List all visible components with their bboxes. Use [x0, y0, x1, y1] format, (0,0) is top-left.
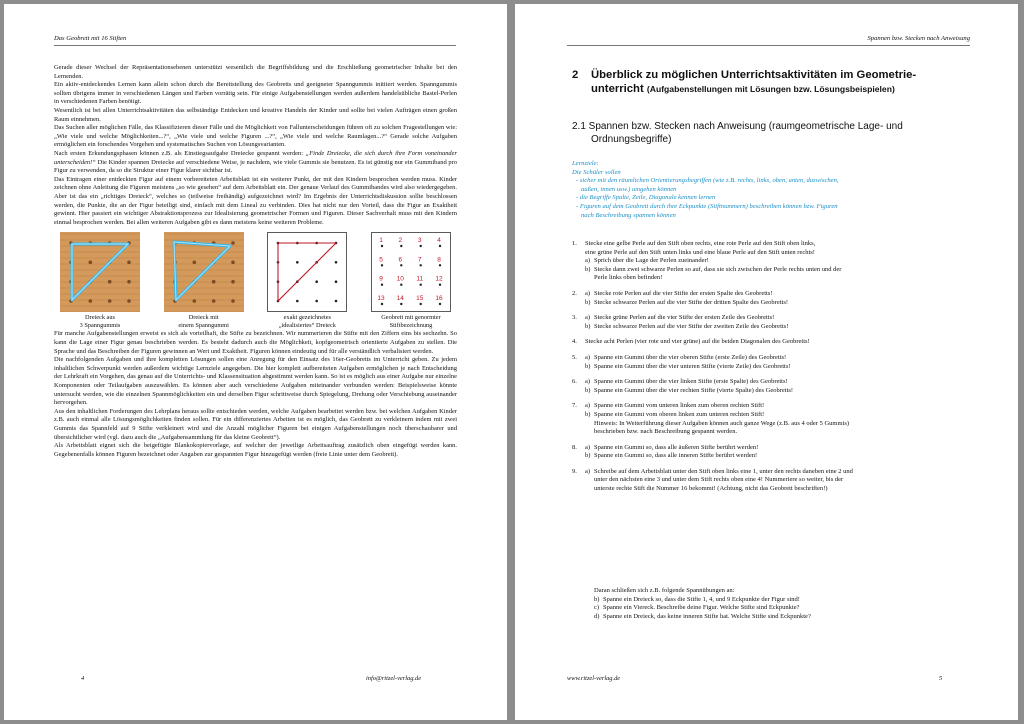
- goal-item: - die Begriffe Spalte, Zeile, Diagonale kennen lernen: [576, 194, 716, 202]
- subtask-text: Spanne ein Gummi vom unteren linken zum oberen rechten Stift!: [594, 402, 765, 410]
- peg: [381, 245, 383, 247]
- subtask-text: Stecke grüne Perlen auf die vier Stifte der ersten Zeile des Geobretts!: [594, 314, 775, 322]
- task-number: 8.: [572, 443, 577, 451]
- followup-block: [594, 587, 989, 621]
- subtask-text: Schreibe auf dem Arbeitsblatt unter den Stift oben links eine 1, unter den rechts daneben eine 2 und: [594, 467, 853, 475]
- followup-item: [594, 604, 989, 613]
- peg-number: 2: [398, 237, 403, 245]
- figure-caption: Dreieck aus: [85, 314, 115, 322]
- peg-number: 7: [417, 256, 422, 264]
- task-number: 1.: [572, 240, 577, 247]
- subtask: [585, 290, 987, 299]
- figure-caption: einem Spanngummi: [178, 321, 229, 329]
- peg: [419, 264, 421, 266]
- peg: [212, 280, 216, 284]
- subtask-text: beschrieben bzw. nach Beschreibung gespannt werden.: [594, 428, 738, 436]
- goals-list: [572, 177, 992, 220]
- paragraph: Wesentlich ist bei allen Unterrichtsaktivitäten das selbständige Entdecken und kreative Handeln der Kinder und sollte bei vielen Aufträgen einen großen Raum einnehmen.: [54, 106, 457, 123]
- task-number: 4.: [572, 338, 577, 346]
- peg: [316, 300, 319, 303]
- header-rule: [54, 45, 456, 46]
- peg: [296, 261, 299, 264]
- peg: [231, 241, 235, 245]
- peg-number: 14: [396, 295, 404, 303]
- subtask: [585, 402, 987, 411]
- peg: [192, 299, 196, 303]
- subtask: [585, 387, 987, 396]
- task-item: [572, 354, 987, 371]
- paragraph-worksheet: Das Eintragen einer entdeckten Figur auf einem vorbereiteten Arbeitsblatt ist ein weiterer Punkt, der mit den Kindern besprochen werden muss. Kinder zeichnen ohne Anleitung die Figuren meistens „so wie gesehen“ auf dem Arbeitsblatt ein. Der genaue Verlauf des Gummibandes wird also wiedergegeben. Aber ist das ein „richtiges Dreieck“, welches so (teilweise freihändig) aufgezeichnet wird? Im Ergebnis der Unterrichtsdiskussion sollte beschlossen werden, die Punkte, die an der Figur beteiligt sind, einfach mit dem Lineal zu verbinden. Dies hat nicht nur den Vorteil, dass die Figur an Exaktheit gewinnt. Hier passiert ein wichtiger Abstraktionsprozess zur Idealisierung geometrischer Formen und Figuren. Dieser Sachverhalt muss mit den Kindern einmal besprochen werden. Bei allen weiteren Aufgaben gibt es dann meistens keine weiteren Probleme.: [54, 175, 457, 226]
- page-number: 4: [81, 675, 85, 682]
- subtask-text: Spanne ein Gummi über die vier unteren Stifte (vierte Zeile) des Geobretts!: [594, 362, 791, 370]
- peg-number: 13: [377, 295, 385, 303]
- peg: [127, 299, 131, 303]
- paragraph: Gerade dieser Wechsel der Repräsentationsebenen unterstützt wesentlich die Begriffsbildung und die Erschließung geometrischer Inhalte bei den Lernenden.: [54, 64, 457, 80]
- figure-idealized-triangle: [261, 232, 353, 329]
- task-text: eine grüne Perle auf den Stift unten links und eine blaue Perle auf den Stift unten rechts!: [585, 248, 815, 256]
- peg: [316, 281, 319, 284]
- peg-number: 9: [379, 275, 383, 283]
- subtask-letter: a): [585, 378, 591, 386]
- goals-title: Lernziele:: [572, 160, 599, 167]
- subtask-letter: a): [585, 314, 591, 322]
- followup-list: [594, 596, 989, 622]
- peg: [335, 300, 338, 303]
- subtask-letter: a): [585, 257, 591, 265]
- subtask-text: Stecke schwarze Perlen auf die vier Stifte der zweiten Zeile des Geobretts!: [594, 322, 789, 330]
- left-body: [54, 64, 457, 459]
- task-number: 7.: [572, 402, 577, 410]
- footer-email: info@ritzel-verlag.de: [366, 675, 422, 682]
- subtask-text: Perle links oben befinden!: [594, 274, 663, 282]
- section-heading: [572, 120, 992, 146]
- task-number: 9.: [572, 467, 577, 475]
- peg: [89, 299, 93, 303]
- peg-number: 16: [435, 295, 443, 303]
- task-item: [572, 290, 987, 307]
- paragraph: Aus den inhaltlichen Forderungen des Lehrplans heraus sollte entschieden werden, welche Aufgaben bearbeitet werden bzw. bei welchen Aufgaben Kinder z.B. auch einmal alle Lösungsmöglichkeiten finden sollen. Für ein differenziertes Arbeiten ist es möglich, das Geobrett zu verkleinern indem mit zwei Gummis das Spannfeld auf 9 Stifte verkleinert wird und die Anzahl möglicher Figuren bei einigen Aufgabenstellungen noch überschaubarer und übersichtlicher wird (vgl. dazu auch die „Aufgabensammlung für das kleine Geobrett“).: [54, 407, 457, 441]
- subtask-text: unterste rechte Stift die Nummer 16 bekommt! (Achtung, nicht das Geobrett beschriften!): [594, 485, 828, 493]
- task-item: [572, 468, 987, 494]
- footer-website: www.ritzel-verlag.de: [567, 675, 621, 682]
- subtask-letter: b): [585, 362, 591, 370]
- subtask: [585, 452, 987, 461]
- peg: [127, 261, 131, 265]
- followup-letter: d): [594, 612, 600, 620]
- task-number: 2.: [572, 289, 577, 297]
- goals-intro: Die Schüler sollen: [572, 168, 621, 176]
- subtask-letter: b): [585, 452, 591, 460]
- subtask: [585, 266, 987, 283]
- subtask-text: Spanne ein Gummi so, dass alle äußeren Stifte berührt werden!: [594, 443, 759, 451]
- figure-row: [54, 232, 457, 329]
- subtask-text: Spanne ein Gummi über die vier linken Stifte (erste Spalte) des Geobretts!: [594, 378, 788, 386]
- subtask-text: Stecke schwarze Perlen auf die vier Stifte der dritten Spalte des Geobretts!: [594, 298, 789, 306]
- peg: [439, 303, 441, 305]
- intro-paragraphs: [54, 64, 457, 150]
- subtask-text: Stecke rote Perlen auf die vier Stifte der ersten Spalte des Geobretts!: [594, 289, 773, 297]
- followup-text: Spanne ein Dreieck so, dass die Stifte 1, 4, und 9 Eckpunkte der Figur sind!: [603, 595, 800, 603]
- task-text: Stecke acht Perlen (vier rote und vier grüne) auf die beiden Diagonalen des Geobretts!: [585, 338, 810, 346]
- goal-item: - Figuren auf dem Geobrett durch ihre Eckpunkte (Stiftnummern) beschreiben können bzw. Figuren: [576, 202, 838, 210]
- followup-text: Spanne ein Viereck. Beschreibe deine Figur. Welche Stifte sind Eckpunkte?: [603, 604, 800, 612]
- followup-text: Spanne ein Dreieck, das keine inneren Stifte hat. Welche Stifte sind Eckpunkte?: [603, 612, 811, 620]
- subtask: [585, 411, 987, 437]
- peg: [439, 245, 441, 247]
- figure-caption: Dreieck mit: [188, 314, 219, 322]
- peg: [296, 300, 299, 303]
- paragraph: Ein aktiv-entdeckendes Lernen kann allein schon durch die Bereitstellung des Geobretts und geeigneter Spanngummis initiiert werden. Spanngummis sollten übrigens immer in verschiedenen Längen und Farben vorrätig sein. Für einige Aufgabenstellungen werden außerdem handelsübliche Bastel-Perlen in verschiedenen Farben benötigt.: [54, 81, 457, 106]
- peg: [381, 284, 383, 286]
- figure-caption: Geobrett mit genormter: [381, 314, 441, 322]
- peg-number: 12: [435, 275, 443, 283]
- peg-number: 15: [416, 295, 424, 303]
- subtask-letter: b): [585, 410, 591, 418]
- paragraph: Für manche Aufgabenstellungen erweist es sich als vorteilhaft, die Stifte zu bezeichnen. Wir nummerieren die Stifte mit den Ziffern eins bis sechzehn. So kann die Lage einer Figur genau beschrieben werden. Es besteht dadurch auch die Möglichkeit, kopfgeometrisch orientierte Aufgaben zu stellen. Die Sprache und das Beschreiben der Figuren gewinnen an Wert und Exaktheit. Figuren können eindeutig und für alle verständlich verbalisiert werden.: [54, 330, 457, 355]
- task-item: [572, 338, 987, 347]
- subtask-text: Spanne ein Gummi so, dass alle inneren Stifte berührt werden!: [594, 452, 758, 460]
- peg: [231, 261, 235, 265]
- subtask-letter: a): [585, 443, 591, 451]
- subtask: [585, 299, 987, 308]
- geoboard-photo-2: [164, 232, 244, 312]
- peg: [89, 261, 93, 265]
- subtask-text: Spanne ein Gummi über die vier rechten Stifte (vierte Spalte) des Geobretts!: [594, 386, 794, 394]
- chapter-title-line: Überblick zu möglichen Unterrichtsaktivitäten im Geometrie-: [591, 69, 917, 81]
- subtask: [585, 444, 987, 453]
- peg-number: 10: [396, 275, 404, 283]
- goal-item: nach Beschreibung spannen können: [581, 211, 676, 219]
- peg: [381, 303, 383, 305]
- peg: [419, 284, 421, 286]
- subtask: [585, 468, 987, 494]
- figure-triangle-three-bands: [54, 232, 146, 329]
- subtask: [585, 378, 987, 387]
- peg: [439, 284, 441, 286]
- task-item: [572, 378, 987, 395]
- peg: [400, 264, 402, 266]
- task-item: [572, 402, 987, 436]
- subtask-letter: a): [585, 467, 591, 475]
- peg: [419, 303, 421, 305]
- geoboard-drawing: [267, 232, 347, 312]
- followup-letter: c): [594, 604, 600, 612]
- peg-number: 8: [437, 256, 441, 264]
- subtask-letter: a): [585, 289, 591, 297]
- task-number: 6.: [572, 378, 577, 386]
- subtask: [585, 354, 987, 363]
- followup-item: [594, 596, 989, 605]
- subtask-text: unter den nächsten eine 3 und unter dem Stift rechts oben eine 4! Nummeriere so weiter, bis der: [594, 476, 844, 484]
- left-page: [4, 4, 507, 720]
- peg-number: 3: [417, 237, 422, 245]
- subtask-text: Spanne ein Gummi vom oberen linken zum unteren rechten Stift!: [594, 410, 765, 418]
- peg-number: 6: [398, 256, 403, 264]
- subtask-letter: b): [585, 322, 591, 330]
- subtask-letter: a): [585, 353, 591, 361]
- subtask-letter: a): [585, 402, 591, 410]
- running-head: Spannen bzw. Stecken nach Anweisung: [867, 35, 970, 42]
- subtask-text: Stecke dann zwei schwarze Perlen so auf, dass sie sich zwischen der Perle rechts unten und der: [594, 265, 842, 273]
- paragraph: Als Arbeitsblatt eignet sich die beigefügte Blankokopiervorlage, auf welcher der jeweilige Arbeitsauftrag zusätzlich oben eingefügt werden kann. Gegebenenfalls können Figuren bezeichnet oder Angaben zur gespannten Figur hinzugefügt werden (freie Linie unter dem Geobrett).: [54, 442, 457, 458]
- task-number: 5.: [572, 353, 577, 361]
- page-number: 5: [939, 675, 943, 682]
- peg: [108, 280, 112, 284]
- subtask-letter: b): [585, 386, 591, 394]
- geoboard-photo-1: [60, 232, 140, 312]
- peg: [400, 303, 402, 305]
- running-head: Das Geobrett mit 16 Stiften: [54, 35, 127, 42]
- peg: [419, 245, 421, 247]
- chapter-number: 2: [572, 69, 579, 81]
- task-item: [572, 314, 987, 331]
- chapter-subtitle: (Aufgabenstellungen mit Lösungen bzw. Lösungsbeispielen): [646, 84, 895, 94]
- followup-letter: b): [594, 595, 600, 603]
- followup-intro: Daran schließen sich z.B. folgende Spannübungen an:: [594, 587, 735, 594]
- peg: [400, 284, 402, 286]
- goal-item: außen, innen usw.) umgehen können: [581, 185, 677, 193]
- peg: [108, 299, 112, 303]
- task-item: [572, 240, 987, 283]
- peg-number: 11: [416, 275, 424, 283]
- peg: [439, 264, 441, 266]
- subtask: [585, 323, 987, 332]
- peg: [127, 280, 131, 284]
- peg: [231, 299, 235, 303]
- task-list: [572, 240, 987, 494]
- section-title-line: Ordnungsbegriffe): [591, 134, 672, 145]
- peg: [381, 264, 383, 266]
- figure-numbered-geoboard: [365, 232, 457, 329]
- peg-number: 4: [437, 237, 441, 245]
- goal-item: - sicher mit den räumlichen Orientierungsbegriffen (wie z.B. rechts, links, oben, unten, dazwischen,: [576, 177, 839, 185]
- peg: [231, 280, 235, 284]
- peg: [192, 261, 196, 265]
- header-rule: [567, 45, 970, 46]
- closing-paragraphs: [54, 330, 457, 459]
- subtask-letter: b): [585, 298, 591, 306]
- subtask-text: Hinweis: In Weiterführung dieser Aufgaben können auch ganze Wege (z.B. aus 4 oder 5 Gummis): [594, 419, 850, 427]
- paragraph-find-triangles: Nach ersten Erkundungsphasen können z.B. als Einstiegsaufgabe Dreiecke gespannt werden: „Finde Dreiecke, die sich durch ihre Form voneinander unterscheiden!“ Die Kinder spannen Dreiecke auf verschiedene Weise, je nachdem, wie viele Gummis sie benutzen. Es ist günstig nur ein Gummiband pro Figur zu verwenden, da so die Struktur einer Figur klarer sichtbar ist.: [54, 149, 457, 175]
- peg-number: 5: [379, 256, 383, 264]
- right-page: [515, 4, 1018, 720]
- paragraph: Die nachfolgenden Aufgaben und ihre kompletten Lösungen sollen eine Anregung für den Einsatz des 16er-Geobretts im Unterricht geben. Zu jedem inhaltlichen Schwerpunkt werden außerdem wichtige Lernziele angegeben. Die hier komplett aufbereiteten Aufgaben ermöglichen je nach Entscheidung der Lehrkraft ein Vorgehen, das genau auf die Unterrichts- und Klassensituation abgestimmt werden kann. So ist es möglich aus einer Aufgabe nur einzelne Komponenten oder Teilaufgaben auszuwählen. Es können aber auch verschiedene Aufgaben miteinander verbunden werden: Beispielsweise könnte untersucht werden, wie die einzelnen Spannmöglichkeiten ein und derselben Figur schrittweise durch Spiegelung, Drehung oder Verschiebung auseinander hervorgehen.: [54, 356, 457, 407]
- task-text: Stecke eine gelbe Perle auf den Stift oben rechts, eine rote Perle auf den Stift oben links,: [585, 240, 816, 247]
- chapter-heading: [572, 68, 992, 96]
- peg: [400, 245, 402, 247]
- subtask-text: Spanne ein Gummi über die vier oberen Stifte (erste Zeile) des Geobretts!: [594, 353, 787, 361]
- peg-number: 1: [379, 237, 383, 245]
- peg: [335, 281, 338, 284]
- section-title-line: 2.1 Spannen bzw. Stecken nach Anweisung (raumgeometrische Lage- und: [572, 121, 903, 132]
- chapter-title-line: unterricht: [591, 83, 644, 95]
- geoboard-numbered: [371, 232, 451, 312]
- figure-triangle-one-band: [158, 232, 250, 329]
- peg: [335, 261, 338, 264]
- figure-caption: „idealisiertes“ Dreieck: [278, 321, 336, 329]
- figure-caption: exakt gezeichnetes: [283, 314, 331, 322]
- subtask: [585, 314, 987, 323]
- figure-caption: 3 Spanngummis: [79, 321, 121, 329]
- figure-caption: Stiftbezeichnung: [389, 321, 433, 329]
- subtask: [585, 257, 987, 266]
- peg: [212, 299, 216, 303]
- subtask-letter: b): [585, 265, 591, 273]
- subtask: [585, 363, 987, 372]
- learning-goals: [572, 160, 992, 220]
- task-number: 3.: [572, 314, 577, 322]
- followup-item: [594, 613, 989, 622]
- paragraph: Das Suchen aller möglichen Fälle, das Klassifizieren dieser Fälle und die Möglichkeit von Fallunterscheidungen führen oft zu solchen Fragestellungen wie: „Wie viele und welche Möglichkeiten...?“, „Wie viele und welche Figuren ...?“, „Wie viele und welche Raumlagen...?“ Gerade solche Aufgaben ermöglichen ein forschendes Vorgehen und systematisches Suchen von Lösungsvarianten.: [54, 124, 457, 149]
- task-item: [572, 444, 987, 461]
- subtask-text: Sprich über die Lage der Perlen zueinander!: [594, 257, 709, 265]
